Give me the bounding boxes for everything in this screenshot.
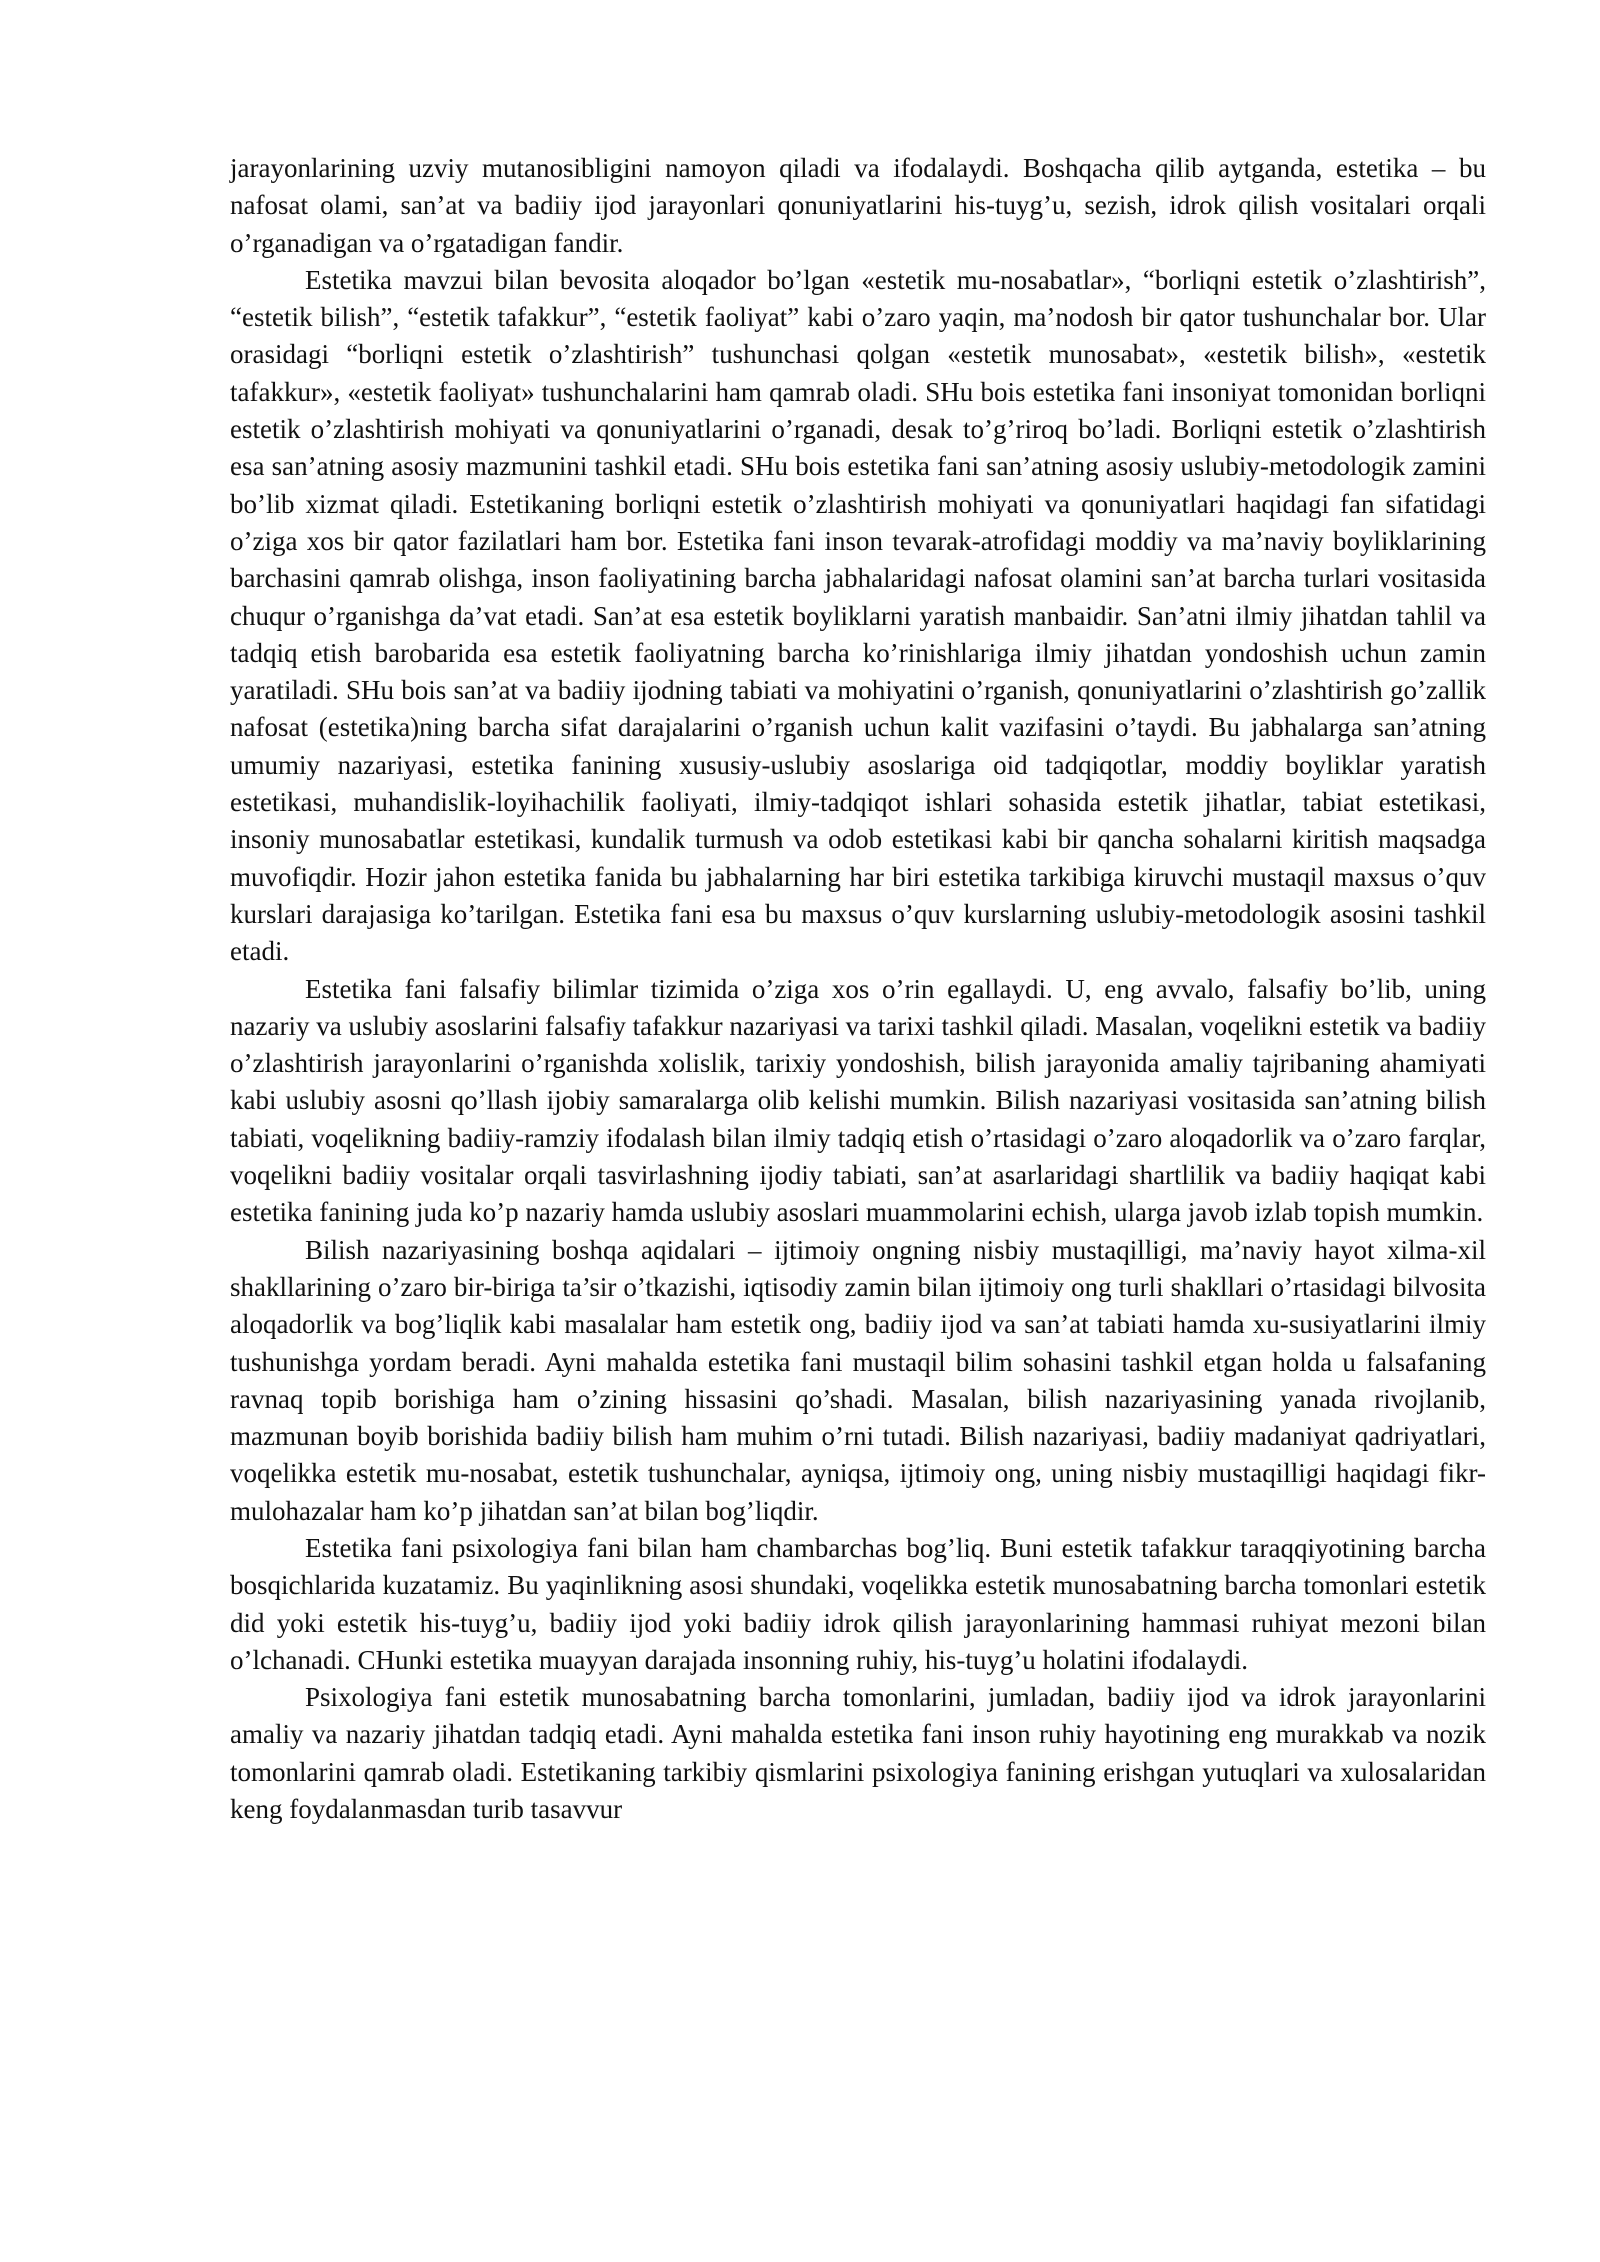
body-text (230, 150, 1486, 1828)
paragraph: jarayonlarining uzviy mutanosibligini namoyon qiladi va ifodalaydi. Boshqacha qilib aytganda, estetika – bu nafosat olami, san’at va badiiy ijod jarayonlari qonuniyatlarini his-tuyg’u, sezish, idrok qilish vositalari orqali o’rganadigan va o’rgatadigan fandir. (230, 153, 1486, 258)
paragraph: Estetika mavzui bilan bevosita aloqador bo’lgan «estetik mu-nosabatlar», “borliqni estetik o’zlashtirish”, “estetik bilish”, “estetik tafakkur”, “estetik faoliyat” kabi o’zaro yaqin, ma’nodosh bir qator tushunchalar bor. Ular orasidagi “borliqni estetik o’zlashtirish” tushunchasi qolgan «estetik munosabat», «estetik bilish», «estetik tafakkur», «estetik faoliyat» tushunchalarini ham qamrab oladi. SHu bois estetika fani insoniyat tomonidan borliqni estetik o’zlashtirish mohiyati va qonuniyatlarini o’rganadi, desak to’g’riroq bo’ladi. Borliqni estetik o’zlashtirish esa san’atning asosiy mazmunini tashkil etadi. SHu bois estetika fani san’atning asosiy uslubiy-metodologik zamini bo’lib xizmat qiladi. Estetikaning borliqni estetik o’zlashtirish mohiyati va qonuniyatlari haqidagi fan sifatidagi o’ziga xos bir qator fazilatlari ham bor. Estetika fani inson tevarak-atrofidagi moddiy va ma’naviy boyliklarining barchasini qamrab olishga, inson faoliyatining barcha jabhalaridagi nafosat olamini san’at barcha turlari vositasida chuqur o’rganishga da’vat etadi. San’at esa estetik boyliklarni yaratish manbaidir. San’atni ilmiy jihatdan tahlil va tadqiq etish barobarida esa estetik faoliyatning barcha ko’rinishlariga ilmiy jihatdan yondoshish uchun zamin yaratiladi. SHu bois san’at va badiiy ijodning tabiati va mohiyatini o’rganish, qonuniyatlarini o’zlashtirish go’zallik nafosat (estetika)ning barcha sifat darajalarini o’rganish uchun kalit vazifasini o’taydi. Bu jabhalarga san’atning umumiy nazariyasi, estetika fanining xususiy-uslubiy asoslariga oid tadqiqotlar, moddiy boyliklar yaratish estetikasi, muhandislik-loyihachilik faoliyati, ilmiy-tadqiqot ishlari sohasida estetik jihatlar, tabiat estetikasi, insoniy munosabatlar estetikasi, kundalik turmush va odob estetikasi kabi bir qancha sohalarni kiritish maqsadga muvofiqdir. Hozir jahon estetika fanida bu jabhalarning har biri estetika tarkibiga kiruvchi mustaqil maxsus o’quv kurslari darajasiga ko’tarilgan. Estetika fani esa bu maxsus o’quv kurslarning uslubiy-metodologik asosini tashkil etadi. (230, 264, 1486, 967)
paragraph: Estetika fani falsafiy bilimlar tizimida o’ziga xos o’rin egallaydi. U, eng avvalo, falsafiy bo’lib, uning nazariy va uslubiy asoslarini falsafiy tafakkur nazariyasi va tarixi tashkil qiladi. Masalan, voqelikni estetik va badiiy o’zlashtirish jarayonlarini o’rganishda xolislik, tarixiy yondoshish, bilish jarayonida amaliy tajribaning ahamiyati kabi uslubiy asosni qo’llash ijobiy samaralarga olib kelishi mumkin. Bilish nazariyasi vositasida san’atning bilish tabiati, voqelikning badiiy-ramziy ifodalash bilan ilmiy tadqiq etish o’rtasidagi o’zaro aloqadorlik va o’zaro farqlar, voqelikni badiiy vositalar orqali tasvirlashning ijodiy tabiati, san’at asarlaridagi shartlilik va badiiy haqiqat kabi estetika fanining juda ko’p nazariy hamda uslubiy asoslari muammolarini echish, ularga javob izlab topish mumkin. (230, 973, 1486, 1228)
paragraph: Psixologiya fani estetik munosabatning barcha tomonlarini, jumladan, badiiy ijod va idrok jarayonlarini amaliy va nazariy jihatdan tadqiq etadi. Ayni mahalda estetika fani inson ruhiy hayotining eng murakkab va nozik tomonlarini qamrab oladi. Estetikaning tarkibiy qismlarini psixologiya fanining erishgan yutuqlari va xulosalaridan keng foydalanmasdan turib tasavvur (230, 1682, 1486, 1825)
paragraph: Estetika fani psixologiya fani bilan ham chambarchas bog’liq. Buni estetik tafakkur taraqqiyotining barcha bosqichlarida kuzatamiz. Bu yaqinlikning asosi shundaki, voqelikka estetik munosabatning barcha tomonlari estetik did yoki estetik his-tuyg’u, badiiy ijod yoki badiiy idrok qilish jarayonlarining hammasi ruhiyat mezoni bilan o’lchanadi. CHunki estetika muayyan darajada insonning ruhiy, his-tuyg’u holatini ifodalaydi. (230, 1532, 1486, 1675)
paragraph: Bilish nazariyasining boshqa aqidalari – ijtimoiy ongning nisbiy mustaqilligi, ma’naviy hayot xilma-xil shakllarining o’zaro bir-biriga ta’sir o’tkazishi, iqtisodiy zamin bilan ijtimoiy ong turli shakllari o’rtasidagi bilvosita aloqadorlik va bog’liqlik kabi masalalar ham estetik ong, badiiy ijod va san’at tabiati hamda xu-susiyatlarini ilmiy tushunishga yordam beradi. Ayni mahalda estetika fani mustaqil bilim sohasini tashkil etgan holda u falsafaning ravnaq topib borishiga ham o’zining hissasini qo’shadi. Masalan, bilish nazariyasining yanada rivojlanib, mazmunan boyib borishida badiiy bilish ham muhim o’rni tutadi. Bilish nazariyasi, badiiy madaniyat qadriyatlari, voqelikka estetik mu-nosabat, estetik tushunchalar, ayniqsa, ijtimoiy ong, uning nisbiy mustaqilligi haqidagi fikr-mulohazalar ham ko’p jihatdan san’at bilan bog’liqdir. (230, 1234, 1486, 1526)
